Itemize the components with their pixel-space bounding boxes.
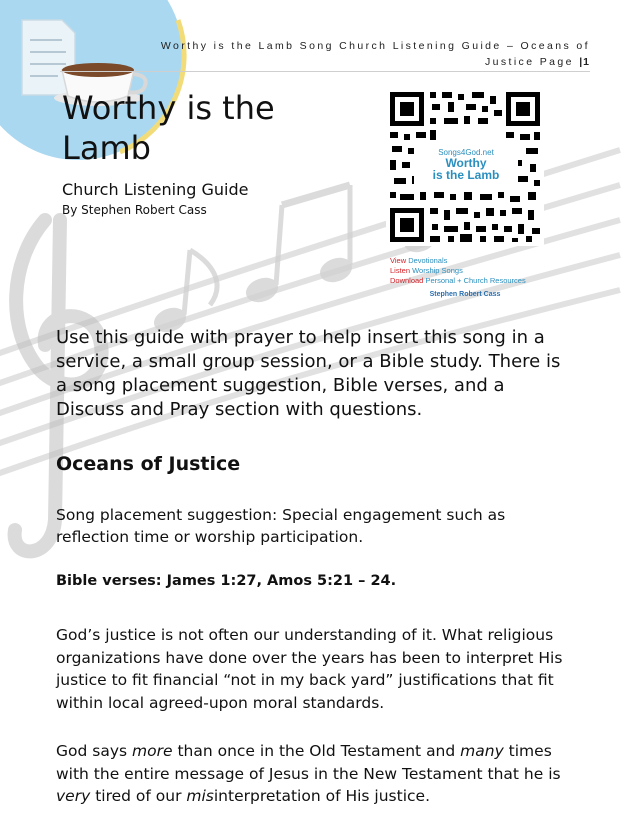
para2-text-5: interpretation of His justice. [213,787,430,805]
section-heading: Oceans of Justice [56,453,241,475]
author-byline: By Stephen Robert Cass [62,203,207,217]
header-line-2 [60,54,590,70]
qr-card [386,88,544,303]
qr-center-label [414,144,518,188]
qr-link-listen[interactable] [390,266,526,276]
para2-emphasis-4: mis [186,787,214,805]
qr-link-download-verb: Download [390,276,424,285]
header-line-1: Worthy is the Lamb Song Church Listening Guide – Oceans of [160,40,590,52]
qr-link-view-text: Devotionals [406,256,448,265]
qr-links [390,256,526,286]
page-number: |1 [579,56,590,68]
title-line-1: Worthy is the [62,89,275,127]
placement-paragraph: Song placement suggestion: Special engagement such as reflection time or worship participation. [56,506,506,546]
title-line-2: Lamb [62,129,151,167]
document-title [62,88,362,168]
qr-title-line-2: is the Lamb [432,168,500,182]
para2-text-1: God says [56,742,133,760]
intro-paragraph: Use this guide with prayer to help insert this song in a service, a small group session, or a Bible study. There is a song placement suggestion, Bible verses, and a Discuss and Pray section with questions. [56,327,561,420]
qr-link-listen-text: Worship Songs [410,266,463,275]
qr-link-view-verb: View [390,256,407,265]
body-paragraph-1: God’s justice is not often our understanding of it. What religious organizations have done over the years has been to interpret His justice to fit financial “not in my back yard” justifications that fit within local agreed-upon moral standards. [56,626,563,712]
qr-title-line-1: Worthy [445,156,487,170]
para2-text-2: than once in the Old Testament and [172,742,461,760]
qr-link-download[interactable] [390,276,526,286]
qr-link-view[interactable] [390,256,526,266]
para2-emphasis-2: many [460,742,504,760]
qr-author: Stephen Robert Cass [429,291,501,298]
para2-text-4: tired of our [90,787,187,805]
qr-link-listen-verb: Listen [390,266,411,275]
qr-link-download-text: Personal + Church Resources [423,276,526,285]
bible-verses: Bible verses: James 1:27, Amos 5:21 – 24. [56,573,397,589]
qr-site-name: Songs4God.net [438,148,494,157]
para2-emphasis-1: more [132,742,173,760]
header-title-continued: Justice Page [484,56,574,68]
header-divider [60,71,590,72]
page-header [60,38,590,70]
para2-text-3: times with the entire message of Jesus in the New Testament that he is [56,742,561,783]
body-paragraph-2 [56,740,586,808]
para2-emphasis-3: very [56,787,91,805]
document-subtitle: Church Listening Guide [62,180,249,199]
